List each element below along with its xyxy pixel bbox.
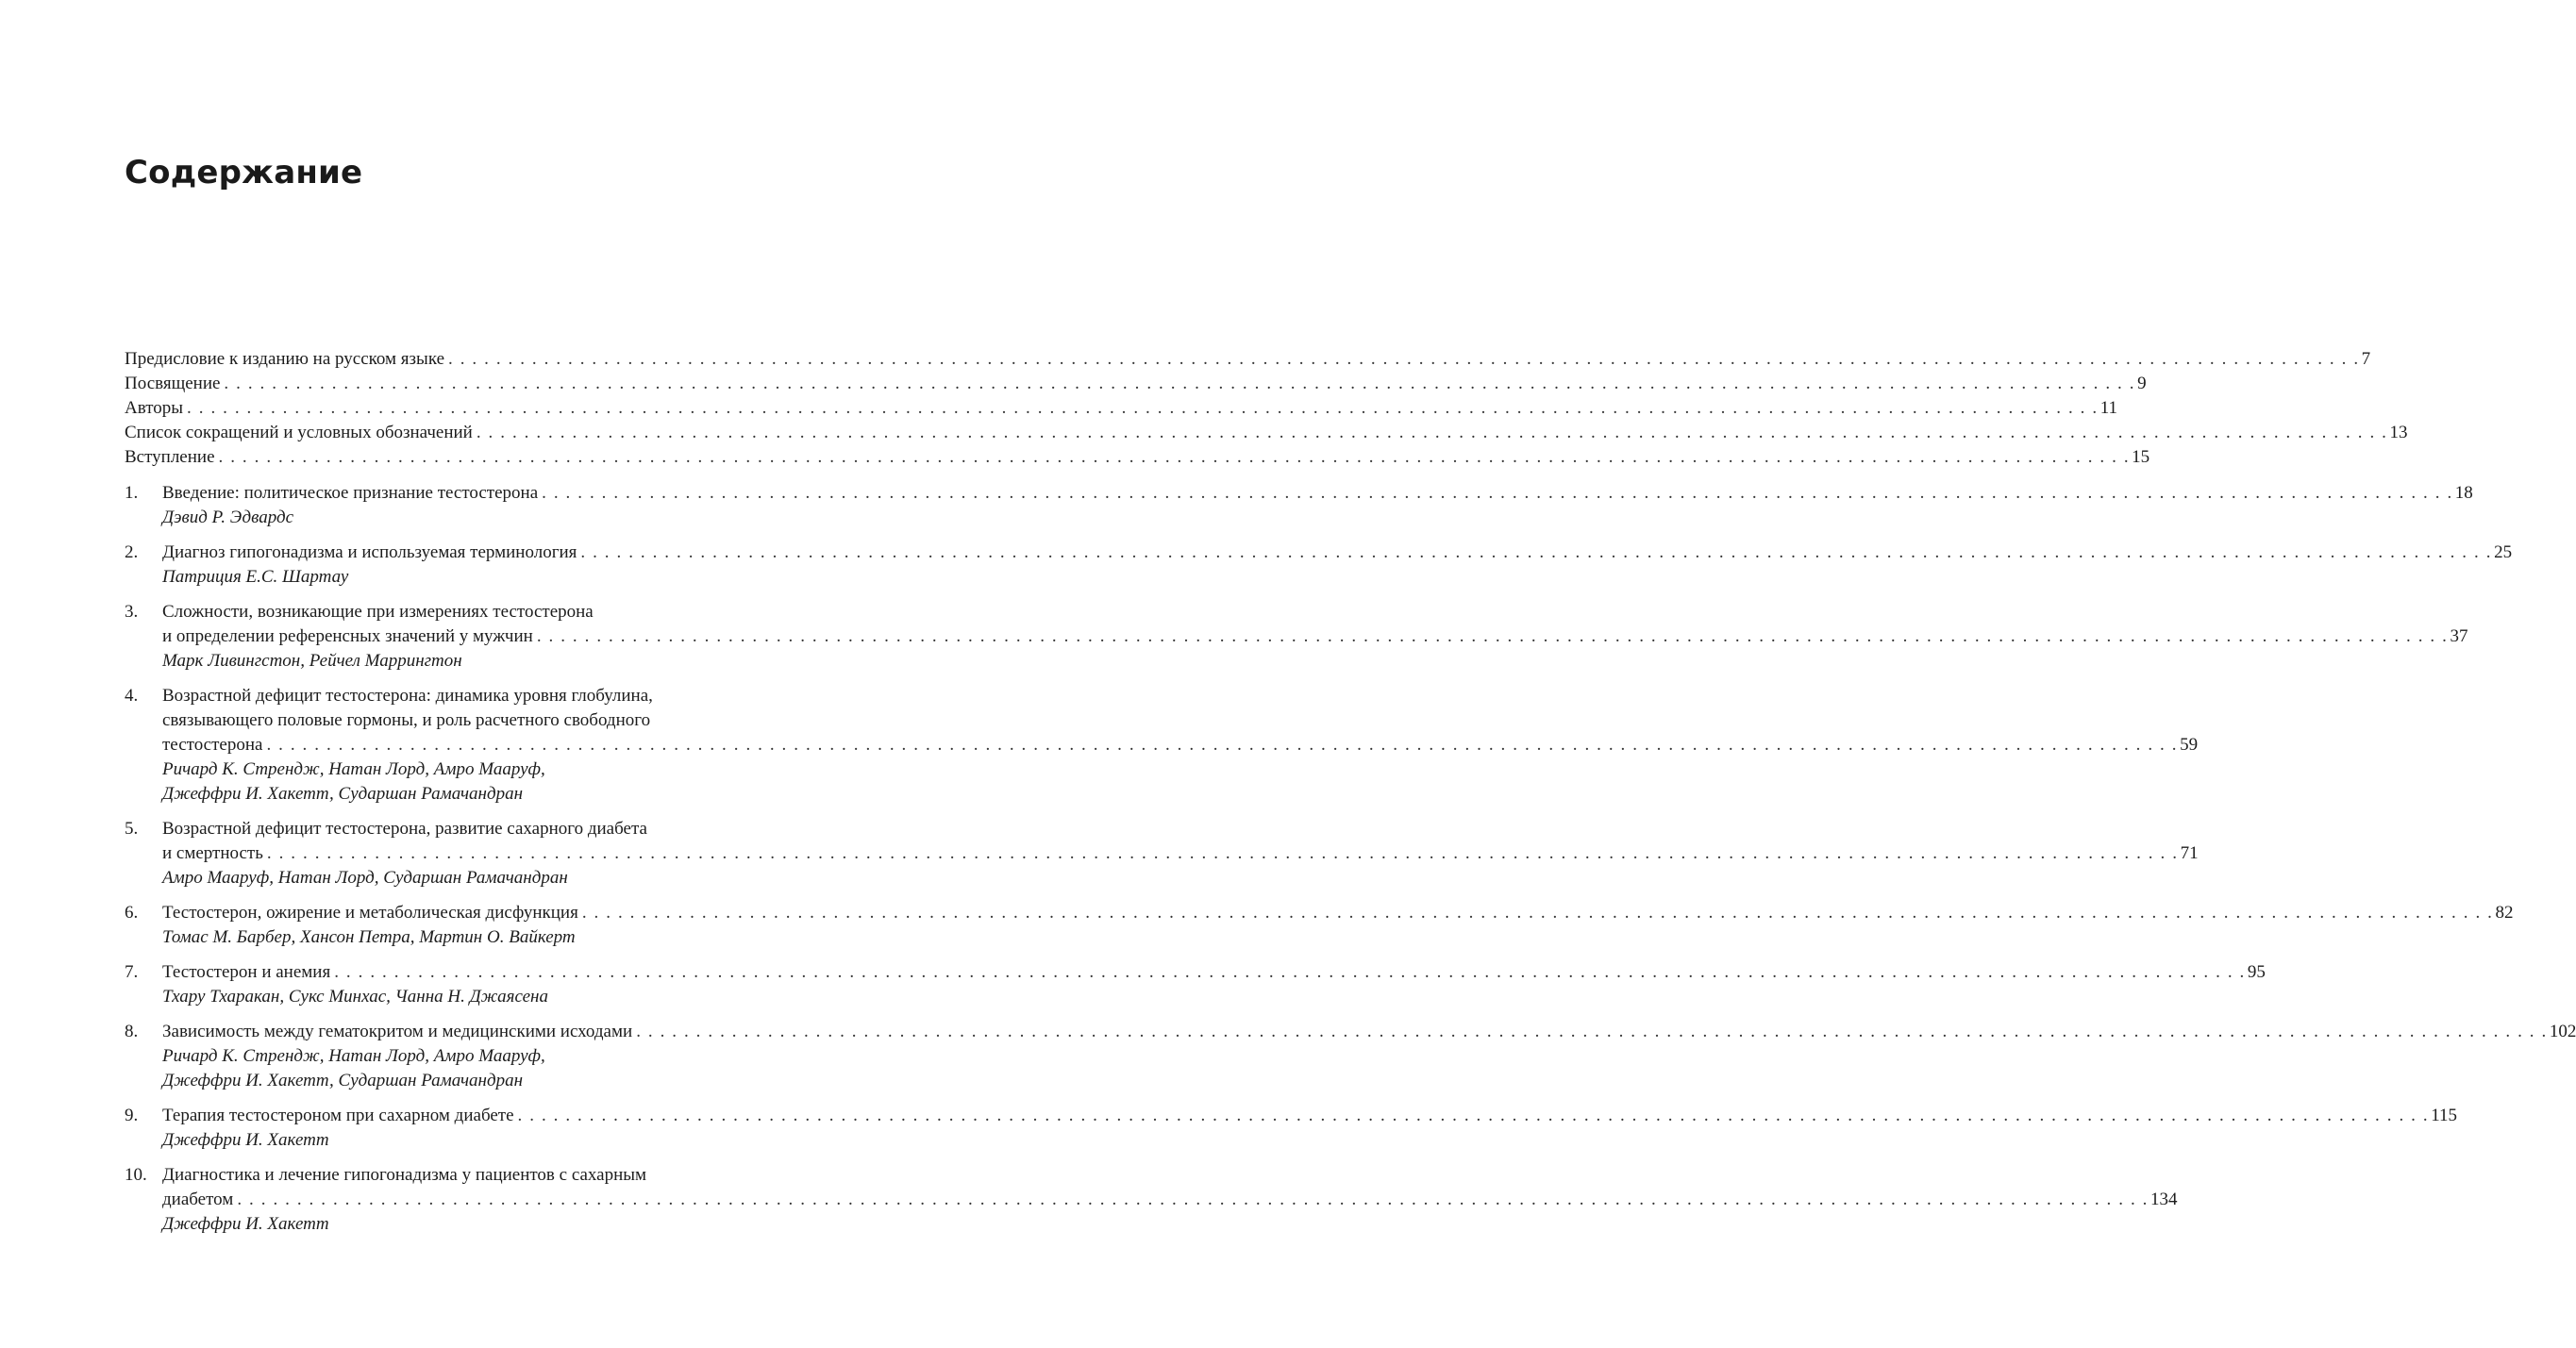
chapter-authors: Джеффри И. Хакетт (162, 1130, 329, 1150)
toc-entry-line (162, 541, 2513, 565)
toc-chapter-entry (125, 684, 2199, 807)
chapter-title-line: Возрастной дефицит тестостерона: динамика уровня глобулина, (162, 686, 653, 706)
chapter-authors: Амро Мааруф, Натан Лорд, Сударшан Рамачандран (162, 868, 568, 888)
page-number: 115 (2431, 1106, 2457, 1125)
toc-entry-title: Зависимость между гематокритом и медицинскими исходами (162, 1022, 633, 1041)
chapter-body (162, 684, 2199, 807)
dot-leader: . . . . . . . . . . . . . . . . . . . . . . . . . . . . . . . . . . . . . . . . . . . . . . . . . . . . . . . . . . . . . . . . . . . . . . . . . . . . . . . . . . . . . . . . . . . . . . . . . . . . . . . . . . . . . . . . . . . . . . . . . . . . . . . . . . . . . . . . . . . . . . . . . . . . . . . . . . . . . . . . (448, 349, 2360, 369)
toc-entry-title: Список сокращений и условных обозначений (125, 423, 473, 442)
toc-chapter-entry (125, 817, 2199, 890)
toc-chapter-entry (125, 1104, 2457, 1153)
dot-leader: . . . . . . . . . . . . . . . . . . . . . . . . . . . . . . . . . . . . . . . . . . . . . . . . . . . . . . . . . . . . . . . . . . . . . . . . . . . . . . . . . . . . . . . . . . . . . . . . . . . . . . . . . . . . . . . . . . . . . . . . . . . . . . . . . . . . . . . . . . . . . . . . . . . . . . . . . . . . . . . . (334, 962, 2246, 982)
chapter-number: 8. (125, 1022, 139, 1041)
chapter-authors: Томас М. Барбер, Хансон Петра, Мартин О. Вайкерт (162, 927, 576, 947)
dot-leader: . . . . . . . . . . . . . . . . . . . . . . . . . . . . . . . . . . . . . . . . . . . . . . . . . . . . . . . . . . . . . . . . . . . . . . . . . . . . . . . . . . . . . . . . . . . . . . . . . . . . . . . . . . . . . . . . . . . . . . . . . . . . . . . . . . . . . . . . . . . . . . . . . . . . . . . . . . . . . . . . (224, 374, 2136, 393)
toc-chapter-entry (125, 481, 2473, 530)
page-number: 59 (2180, 735, 2199, 755)
chapter-number: 5. (125, 819, 139, 839)
page-number: 25 (2494, 542, 2513, 562)
dot-leader: . . . . . . . . . . . . . . . . . . . . . . . . . . . . . . . . . . . . . . . . . . . . . . . . . . . . . . . . . . . . . . . . . . . . . . . . . . . . . . . . . . . . . . . . . . . . . . . . . . . . . . . . . . . . . . . . . . . . . . . . . . . . . . . . . . . . . . . . . . . . . . . . . . . . . . . . . . . . . . . . (636, 1022, 2548, 1041)
chapter-body (162, 817, 2199, 890)
page-number: 102 (2549, 1022, 2576, 1041)
toc-entry-title: Диагноз гипогонадизма и используемая терминология (162, 542, 577, 562)
dot-leader: . . . . . . . . . . . . . . . . . . . . . . . . . . . . . . . . . . . . . . . . . . . . . . . . . . . . . . . . . . . . . . . . . . . . . . . . . . . . . . . . . . . . . . . . . . . . . . . . . . . . . . . . . . . . . . . . . . . . . . . . . . . . . . . . . . . . . . . . . . . . . . . . . . . . . . . . . . . . . . . . (237, 1190, 2149, 1209)
toc-entry-title: и смертность (162, 843, 263, 863)
dot-leader: . . . . . . . . . . . . . . . . . . . . . . . . . . . . . . . . . . . . . . . . . . . . . . . . . . . . . . . . . . . . . . . . . . . . . . . . . . . . . . . . . . . . . . . . . . . . . . . . . . . . . . . . . . . . . . . . . . . . . . . . . . . . . . . . . . . . . . . . . . . . . . . . . . . . . . . . . . . . . . . . (517, 1106, 2430, 1125)
page-number: 7 (2361, 349, 2371, 369)
toc-entry-title: тестостерона (162, 735, 263, 755)
dot-leader: . . . . . . . . . . . . . . . . . . . . . . . . . . . . . . . . . . . . . . . . . . . . . . . . . . . . . . . . . . . . . . . . . . . . . . . . . . . . . . . . . . . . . . . . . . . . . . . . . . . . . . . . . . . . . . . . . . . . . . . . . . . . . . . . . . . . . . . . . . . . . . . . . . . . . . . . . . . . . . . . (218, 447, 2131, 467)
dot-leader: . . . . . . . . . . . . . . . . . . . . . . . . . . . . . . . . . . . . . . . . . . . . . . . . . . . . . . . . . . . . . . . . . . . . . . . . . . . . . . . . . . . . . . . . . . . . . . . . . . . . . . . . . . . . . . . . . . . . . . . . . . . . . . . . . . . . . . . . . . . . . . . . . . . . . . . . . . . . . . . . (476, 423, 2388, 442)
chapter-authors: Ричард К. Стрендж, Натан Лорд, Амро Мааруф, (162, 759, 545, 779)
chapter-title-line: Возрастной дефицит тестостерона, развитие сахарного диабета (162, 819, 647, 839)
toc-entry-title: Посвящение (125, 374, 221, 393)
toc-front-matter-entry (125, 445, 2150, 470)
toc-entry-title: Терапия тестостероном при сахарном диабете (162, 1106, 514, 1125)
toc-entry-title: и определении референсных значений у мужчин (162, 626, 533, 646)
toc-entry-title: диабетом (162, 1190, 234, 1209)
page-number: 15 (2132, 447, 2150, 467)
toc-chapter-entry (125, 541, 2513, 590)
toc-entry-line (162, 841, 2199, 866)
chapter-authors: Джеффри И. Хакетт (162, 1214, 329, 1234)
toc-entry-line (162, 1188, 2178, 1212)
chapter-authors: Дэвид Р. Эдвардс (162, 508, 294, 527)
chapter-body (162, 481, 2473, 530)
dot-leader: . . . . . . . . . . . . . . . . . . . . . . . . . . . . . . . . . . . . . . . . . . . . . . . . . . . . . . . . . . . . . . . . . . . . . . . . . . . . . . . . . . . . . . . . . . . . . . . . . . . . . . . . . . . . . . . . . . . . . . . . . . . . . . . . . . . . . . . . . . . . . . . . . . . . . . . . . . . . . . . . (187, 398, 2099, 418)
chapter-number: 6. (125, 903, 139, 923)
page-number: 134 (2150, 1190, 2178, 1209)
dot-leader: . . . . . . . . . . . . . . . . . . . . . . . . . . . . . . . . . . . . . . . . . . . . . . . . . . . . . . . . . . . . . . . . . . . . . . . . . . . . . . . . . . . . . . . . . . . . . . . . . . . . . . . . . . . . . . . . . . . . . . . . . . . . . . . . . . . . . . . . . . . . . . . . . . . . . . . . . . . . . . . . (536, 626, 2449, 646)
chapter-authors: Джеффри И. Хакетт, Сударшан Рамачандран (162, 784, 524, 804)
chapter-number: 3. (125, 602, 139, 622)
toc-entry-title: Тестостерон и анемия (162, 962, 331, 982)
chapter-authors: Ричард К. Стрендж, Натан Лорд, Амро Мааруф, (162, 1046, 545, 1066)
toc-chapter-entry (125, 1020, 2576, 1093)
toc-front-matter-entry (125, 372, 2147, 396)
chapter-body (162, 1163, 2178, 1237)
page-number: 9 (2137, 374, 2147, 393)
dot-leader: . . . . . . . . . . . . . . . . . . . . . . . . . . . . . . . . . . . . . . . . . . . . . . . . . . . . . . . . . . . . . . . . . . . . . . . . . . . . . . . . . . . . . . . . . . . . . . . . . . . . . . . . . . . . . . . . . . . . . . . . . . . . . . . . . . . . . . . . . . . . . . . . . . . . . . . . . . . . . . . . (581, 903, 2494, 923)
chapter-number: 1. (125, 483, 139, 503)
chapter-authors: Джеффри И. Хакетт, Сударшан Рамачандран (162, 1071, 524, 1090)
toc-entry-title: Предисловие к изданию на русском языке (125, 349, 445, 369)
dot-leader: . . . . . . . . . . . . . . . . . . . . . . . . . . . . . . . . . . . . . . . . . . . . . . . . . . . . . . . . . . . . . . . . . . . . . . . . . . . . . . . . . . . . . . . . . . . . . . . . . . . . . . . . . . . . . . . . . . . . . . . . . . . . . . . . . . . . . . . . . . . . . . . . . . . . . . . . . . . . . . . . (542, 483, 2453, 503)
toc-entry-title: Авторы (125, 398, 184, 418)
toc-chapter-entry (125, 1163, 2178, 1237)
toc-entry-line (162, 960, 2266, 985)
chapter-authors: Марк Ливингстон, Рейчел Маррингтон (162, 651, 462, 671)
chapter-authors: Патриция Е.С. Шартау (162, 567, 349, 587)
page-title: Содержание (125, 154, 363, 191)
page-number: 13 (2389, 423, 2408, 442)
page-number: 82 (2495, 903, 2514, 923)
toc-entry-line (162, 624, 2468, 649)
page-number: 71 (2180, 843, 2199, 863)
chapter-body (162, 901, 2514, 950)
toc-entry-line (162, 1104, 2457, 1128)
page-number: 11 (2099, 398, 2117, 418)
toc-entry-title: Введение: политическое признание тестостерона (162, 483, 539, 503)
toc-entry-title: Вступление (125, 447, 215, 467)
toc-chapter-entry (125, 960, 2266, 1009)
toc-entry-line (162, 481, 2473, 506)
toc-entry-title: Тестостерон, ожирение и метаболическая дисфункция (162, 903, 578, 923)
chapter-body (162, 1020, 2576, 1093)
toc-front-matter-entry (125, 347, 2371, 372)
page-number: 37 (2450, 626, 2468, 646)
toc-entry-line (162, 901, 2514, 925)
chapter-title-line: связывающего половые гормоны, и роль расчетного свободного (162, 710, 651, 730)
chapter-number: 7. (125, 962, 139, 982)
dot-leader: . . . . . . . . . . . . . . . . . . . . . . . . . . . . . . . . . . . . . . . . . . . . . . . . . . . . . . . . . . . . . . . . . . . . . . . . . . . . . . . . . . . . . . . . . . . . . . . . . . . . . . . . . . . . . . . . . . . . . . . . . . . . . . . . . . . . . . . . . . . . . . . . . . . . . . . . . . . . . . . . (266, 843, 2179, 863)
toc-chapter-entry (125, 901, 2514, 950)
chapter-number: 9. (125, 1106, 139, 1125)
chapter-title-line: Диагностика и лечение гипогонадизма у пациентов с сахарным (162, 1165, 647, 1185)
toc-front-matter-entry (125, 421, 2408, 445)
chapter-authors: Тхару Тхаракан, Сукс Минхас, Чанна Н. Джаясена (162, 987, 548, 1007)
chapter-body (162, 960, 2266, 1009)
chapter-body (162, 1104, 2457, 1153)
toc-entry-line (162, 1020, 2576, 1044)
toc-entry-line (162, 733, 2199, 757)
dot-leader: . . . . . . . . . . . . . . . . . . . . . . . . . . . . . . . . . . . . . . . . . . . . . . . . . . . . . . . . . . . . . . . . . . . . . . . . . . . . . . . . . . . . . . . . . . . . . . . . . . . . . . . . . . . . . . . . . . . . . . . . . . . . . . . . . . . . . . . . . . . . . . . . . . . . . . . . . . . . . . . . (266, 735, 2179, 755)
chapter-body (162, 600, 2468, 674)
dot-leader: . . . . . . . . . . . . . . . . . . . . . . . . . . . . . . . . . . . . . . . . . . . . . . . . . . . . . . . . . . . . . . . . . . . . . . . . . . . . . . . . . . . . . . . . . . . . . . . . . . . . . . . . . . . . . . . . . . . . . . . . . . . . . . . . . . . . . . . . . . . . . . . . . . . . . . . . . . . . . . . . (580, 542, 2493, 562)
chapter-number: 10. (125, 1165, 147, 1185)
page-number: 95 (2247, 962, 2266, 982)
toc-front-matter-entry (125, 396, 2117, 421)
page-number: 18 (2454, 483, 2473, 503)
chapter-number: 4. (125, 686, 139, 706)
chapter-number: 2. (125, 542, 139, 562)
table-of-contents (125, 347, 2576, 1237)
chapter-title-line: Сложности, возникающие при измерениях тестостерона (162, 602, 594, 622)
toc-chapter-entry (125, 600, 2468, 674)
chapter-body (162, 541, 2513, 590)
